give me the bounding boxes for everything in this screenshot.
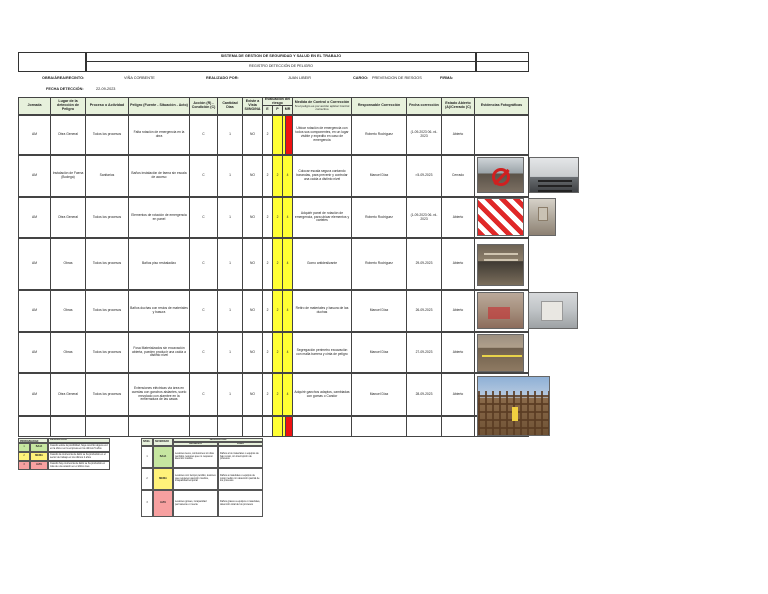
cell-existe: NO xyxy=(242,373,263,416)
header-evidencias: Evidencias Fotográficas xyxy=(474,97,529,115)
cell-fecha: r.5-09-2023 xyxy=(406,155,442,197)
evidence-photo-3a xyxy=(477,198,524,236)
cell-cantidad: 1 xyxy=(217,115,243,155)
header-medida-sub: Si el peligro es por acción aplicar Control correctivo xyxy=(294,103,350,111)
severity-subheader-incident: INCIDENTE xyxy=(173,442,218,446)
header-p: P xyxy=(272,105,283,115)
severity-subheader-damage: DAÑO xyxy=(218,442,263,446)
cell-fecha: 27-09-2023 xyxy=(406,332,442,373)
cell-p: 2 xyxy=(272,155,283,197)
cell-jornada: AM xyxy=(18,155,51,197)
evidence-photo-7a xyxy=(477,376,550,436)
cell-accion: C xyxy=(189,238,218,290)
risk-high-indicator xyxy=(285,115,293,155)
cell-fecha: (1-09-2023 06- rd-2023 xyxy=(406,197,442,238)
cell-e: 2 xyxy=(262,332,273,373)
obra-label: OBRA/ÁREA/RECINTO: xyxy=(42,76,85,80)
cell-lugar: Obras xyxy=(50,238,86,290)
cell-estado: Abierto xyxy=(441,290,475,332)
empty-cell xyxy=(217,416,243,437)
cell-p: 2 xyxy=(272,197,283,238)
cell-existe: NO xyxy=(242,290,263,332)
cell-proceso: Todos los procesos xyxy=(85,115,129,155)
cargo-label: CARGO: xyxy=(353,76,369,80)
cell-cantidad: 1 xyxy=(217,238,243,290)
cell-medida: Adquirir ganchos adaptos, cambiadas con gomas o Candor xyxy=(292,373,352,416)
cell-jornada: AM xyxy=(18,197,51,238)
risk-high-indicator xyxy=(285,416,293,437)
header-e: E xyxy=(262,105,273,115)
cell-estado: Abierto xyxy=(441,373,475,416)
cell-accion: C xyxy=(189,290,218,332)
cell-p: 2 xyxy=(272,238,283,290)
cell-responsable: Manuel Díaz xyxy=(351,332,407,373)
cell-accion: C xyxy=(189,197,218,238)
cell-p: 2 xyxy=(272,332,283,373)
header-estado: Estado Abierto (A)/Cerrado (C) xyxy=(441,97,475,115)
cell-estado: Abierto xyxy=(441,238,475,290)
severity-level-label: ALTA xyxy=(153,490,173,517)
evidence-photo-1b xyxy=(529,157,579,193)
severity-level-label: MEDIA xyxy=(153,468,173,490)
cell-estado: Abierto xyxy=(441,197,475,238)
cell-jornada: AM xyxy=(18,115,51,155)
cell-peligro: Falta rotación de emergencia en la obra xyxy=(128,115,190,155)
cell-lugar: Obra General xyxy=(50,115,86,155)
cell-responsable: Manuel Díaz xyxy=(351,373,407,416)
cell-mr: 4 xyxy=(282,290,293,332)
header-accion: Acción (R) - Condición (C) xyxy=(189,97,218,115)
cell-peligro: Baños duchas con restos de materiales y basura xyxy=(128,290,190,332)
cell-accion: C xyxy=(189,115,218,155)
cell-lugar: Obras xyxy=(50,332,86,373)
cell-jornada: AM xyxy=(18,373,51,416)
severity-level-number: 3 xyxy=(141,490,153,517)
cell-fecha: 26-09-2023 xyxy=(406,290,442,332)
legend-level-description: Cuando hay ocurrencia de daño se ha producido en más de una ocasión en el último mes xyxy=(48,461,110,470)
cell-mr: 4 xyxy=(282,197,293,238)
severity-incident-description: Lesiones graves, incapacidad permanente o muerte xyxy=(173,490,218,517)
cell-p: 2 xyxy=(272,373,283,416)
cell-e: 2 xyxy=(262,115,273,155)
cell-estado: Cerrado xyxy=(441,155,475,197)
cell-peligro: Baños instalación de faena sin escala de acceso xyxy=(128,155,190,197)
header-responsable: Responsable Corrección xyxy=(351,97,407,115)
cell-jornada: AM xyxy=(18,238,51,290)
cell-existe: NO xyxy=(242,332,263,373)
cell-responsable: Roberto Rodríguez xyxy=(351,197,407,238)
cell-responsable: Roberto Rodríguez xyxy=(351,238,407,290)
severity-incident-description: Lesiones con tiempo perdido, lesiones que requieren atención médica, incapacidad temporal xyxy=(173,468,218,490)
empty-cell xyxy=(292,416,352,437)
cell-accion: C xyxy=(189,332,218,373)
header-jornada: Jornada xyxy=(18,97,51,115)
cell-peligro: Fosa Materialzados sin excavación abierta, pueden producir una caída a distinto nivel xyxy=(128,332,190,373)
empty-cell xyxy=(50,416,86,437)
cell-jornada: AM xyxy=(18,290,51,332)
cell-cantidad: 1 xyxy=(217,197,243,238)
fecha-value: 22-09-2023 xyxy=(96,87,116,91)
cell-proceso: Todos los procesos xyxy=(85,197,129,238)
severity-level-number: 2 xyxy=(141,468,153,490)
cell-medida: Retiro de materiales y basura de las duchas xyxy=(292,290,352,332)
realizado-label: REALIZADO POR: xyxy=(206,76,239,80)
cell-existe: NO xyxy=(242,115,263,155)
severity-header-severity: SEVERIDAD xyxy=(153,438,173,446)
severity-incident-description: Lesiones leves, contusiones sin días perdidos, lesiones que no requieren atención médica xyxy=(173,446,218,468)
firma-label: FIRMA: xyxy=(440,76,454,80)
cell-accion: C xyxy=(189,155,218,197)
cell-fecha: 29-09-2023 xyxy=(406,238,442,290)
header-cantidad: Cantidad Días xyxy=(217,97,243,115)
evidence-photo-5a xyxy=(477,292,524,329)
cell-medida: Colocar escala segura contando barandas, para prevenir y controlar una caída a distinto nivel xyxy=(292,155,352,197)
evidence-photo-3b xyxy=(528,198,556,236)
cell-p: 2 xyxy=(272,290,283,332)
cell-e: 2 xyxy=(262,155,273,197)
legend-header-level: NIVEL DE PROBABILIDAD xyxy=(18,438,48,443)
empty-cell xyxy=(85,416,129,437)
legend-level-description: Cuando la ocurrencia de daño se ha producido en el sector de trabajo en los últimos 2 años xyxy=(48,452,110,461)
cell-medida: Ubicar rotación de emergencia con todos sus componentes, en un lugar visible y expedito en caso de emergencia xyxy=(292,115,352,155)
empty-cell xyxy=(189,416,218,437)
cell-accion: C xyxy=(189,373,218,416)
cell-peligro: Extensiones eléctricas via área en cuestas con ganchos aislantes, suelo mezclado con alambre en la enfierradura de las casas xyxy=(128,373,190,416)
header-medida xyxy=(292,97,352,115)
header-medida-title: Medida de Control o Corrección xyxy=(294,99,350,104)
severity-damage-description: Daños a materiales o equipos de costo medio con detención parcial de los procesos xyxy=(218,468,263,490)
header-proceso: Proceso o Actividad xyxy=(85,97,129,115)
cell-mr: 4 xyxy=(282,155,293,197)
cell-medida: Adquirir panel de rotación de emergencia, para ubicar elementos y carteles xyxy=(292,197,352,238)
cell-mr: 4 xyxy=(282,373,293,416)
cell-e: 2 xyxy=(262,290,273,332)
cell-mr: 4 xyxy=(282,238,293,290)
document-subtitle: REGISTRO DETECCIÓN DE PELIGRO xyxy=(249,64,313,69)
cell-cantidad: 1 xyxy=(217,332,243,373)
header-existe: Existe a Vista SI/NO/NA xyxy=(242,97,263,115)
cell-medida: Gomo antideslizante xyxy=(292,238,352,290)
cell-e: 2 xyxy=(262,238,273,290)
legend-header-description: DESCRIPCIÓN xyxy=(48,438,110,443)
legend-level-label: ALTA xyxy=(30,461,48,470)
cell-mr: 4 xyxy=(282,332,293,373)
header-mr: MR xyxy=(282,105,293,115)
evidence-photo-1a xyxy=(477,157,524,193)
cell-proceso: Todos los procesos xyxy=(85,332,129,373)
cell-e: 2 xyxy=(262,373,273,416)
obra-value: VIÑA CORBENTE xyxy=(124,76,155,80)
cell-proceso: Sanitarios xyxy=(85,155,129,197)
cell-cantidad: 1 xyxy=(217,373,243,416)
cargo-value: PREVENCION DE RIESGOS xyxy=(372,76,422,80)
header-peligro: Peligro (Fuente - Situación - Acto) xyxy=(128,97,190,115)
empty-cell xyxy=(128,416,190,437)
cell-existe: NO xyxy=(242,238,263,290)
cell-cantidad: 1 xyxy=(217,155,243,197)
evidence-photo-6a xyxy=(477,334,524,372)
cell-proceso: Todos los procesos xyxy=(85,290,129,332)
cell-evid xyxy=(474,115,529,155)
header-evaluacion: Evaluación del riesgo xyxy=(262,97,293,106)
header-fecha: Fecha corrección xyxy=(406,97,442,115)
cell-lugar: Obra General xyxy=(50,197,86,238)
empty-cell xyxy=(406,416,442,437)
document-title: SISTEMA DE GESTION DE SEGURIDAD Y SALUD EN EL TRABAJO xyxy=(220,54,342,59)
severity-level-number: 1 xyxy=(141,446,153,468)
cell-proceso: Todos los procesos xyxy=(85,238,129,290)
empty-cell xyxy=(441,416,475,437)
cell-responsable: Roberto Rodríguez xyxy=(351,115,407,155)
cell-peligro: Elementos de rotación de emergencia en panel xyxy=(128,197,190,238)
cell-jornada: AM xyxy=(18,332,51,373)
legend-level-number: 2 xyxy=(18,452,30,461)
empty-cell xyxy=(18,416,51,437)
evidence-photo-4a xyxy=(477,244,524,286)
cell-medida: Segregación perimetro excavación con malla barrera y cinta de peligro xyxy=(292,332,352,373)
realizado-value: JUAN LIBEIR xyxy=(288,76,311,80)
cell-lugar: Obra General xyxy=(50,373,86,416)
cell-existe: NO xyxy=(242,155,263,197)
cell-responsable: Manuel Díaz xyxy=(351,290,407,332)
cell-fecha: 28-09-2023 xyxy=(406,373,442,416)
cell-lugar: Obras xyxy=(50,290,86,332)
cell-cantidad: 1 xyxy=(217,290,243,332)
severity-header-description: DESCRIPCIÓN xyxy=(173,438,263,442)
empty-cell xyxy=(242,416,263,437)
evidence-photo-5b xyxy=(528,292,578,329)
header-lugar: Lugar de la detección de Peligro xyxy=(50,97,86,115)
severity-level-label: BAJA xyxy=(153,446,173,468)
legend-level-label: MEDIA xyxy=(30,452,48,461)
cell-proceso: Todos los procesos xyxy=(85,373,129,416)
cell-peligro: Baños piso resbaladizo xyxy=(128,238,190,290)
legend-level-number: 3 xyxy=(18,461,30,470)
cell-fecha: (1-09-2023 06- rd-2023 xyxy=(406,115,442,155)
legend-level-label: BAJA xyxy=(30,443,48,452)
severity-damage-description: Daños a los materiales o equipos de bajo costo, sin interrupción de procesos xyxy=(218,446,263,468)
severity-damage-description: Daños graves a equipos o materiales, detención total de los procesos xyxy=(218,490,263,517)
severity-header-level: NIVEL xyxy=(141,438,153,446)
cell-estado: Abierto xyxy=(441,332,475,373)
cell-existe: NO xyxy=(242,197,263,238)
cell-estado: Abierto xyxy=(441,115,475,155)
legend-level-number: 1 xyxy=(18,443,30,452)
fecha-label: FECHA DETECCIÓN: xyxy=(46,87,84,91)
legend-level-description: Cuando existe la posibilidad, haya ocurrido alguna vez en la obra o en la empresa en los últimos 5 años xyxy=(48,443,110,452)
empty-cell xyxy=(351,416,407,437)
cell-e: 2 xyxy=(262,197,273,238)
cell-lugar: Instalación de Faena (Bodega) xyxy=(50,155,86,197)
cell-responsable: Manuel Díaz xyxy=(351,155,407,197)
